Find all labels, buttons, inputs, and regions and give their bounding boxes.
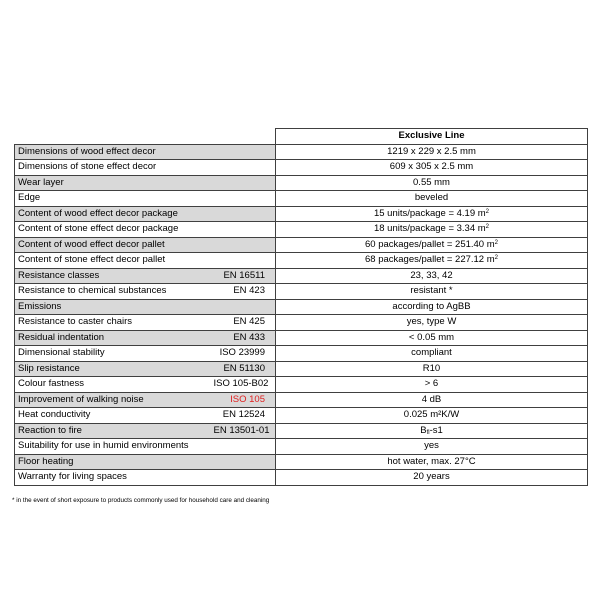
row-standard xyxy=(211,206,276,222)
row-value-text: 20 years xyxy=(413,471,450,482)
row-value xyxy=(276,160,588,176)
table-row xyxy=(15,361,588,377)
row-standard: EN 12524 xyxy=(211,408,276,424)
table-row xyxy=(15,299,588,315)
table-row xyxy=(15,423,588,439)
row-value xyxy=(276,299,588,315)
row-label: Reaction to fire xyxy=(15,423,211,439)
row-label: Resistance classes xyxy=(15,268,211,284)
row-value-text: B xyxy=(420,424,427,436)
row-label: Residual indentation xyxy=(15,330,211,346)
spec-table-body xyxy=(15,129,588,486)
row-value xyxy=(276,470,588,486)
table-row xyxy=(15,284,588,300)
row-standard: ISO 23999 xyxy=(211,346,276,362)
row-value-text: 0.55 mm xyxy=(413,176,450,188)
table-row xyxy=(15,191,588,207)
row-value xyxy=(276,144,588,160)
row-value-superscript: 2 xyxy=(494,239,498,246)
row-standard: EN 51130 xyxy=(211,361,276,377)
table-row xyxy=(15,144,588,160)
row-value xyxy=(276,191,588,207)
row-value xyxy=(276,237,588,253)
table-row xyxy=(15,222,588,238)
row-value-suffix: -s1 xyxy=(429,424,443,436)
column-header-exclusive-line: Exclusive Line xyxy=(276,129,588,145)
table-row xyxy=(15,206,588,222)
row-value xyxy=(276,253,588,269)
row-value-text: > 6 xyxy=(424,378,439,389)
row-standard xyxy=(211,253,276,269)
row-value-text: R10 xyxy=(422,362,441,374)
table-header-row xyxy=(15,129,588,145)
table-row xyxy=(15,330,588,346)
row-label: Colour fastness xyxy=(15,377,211,393)
row-label: Improvement of walking noise xyxy=(15,392,211,408)
row-label: Content of stone effect decor pallet xyxy=(15,253,211,269)
row-standard xyxy=(211,144,276,160)
row-value-superscript: 2 xyxy=(485,208,490,215)
row-standard: ISO 105-B02 xyxy=(211,377,276,393)
row-value-text: yes, type W xyxy=(406,316,457,327)
table-row xyxy=(15,392,588,408)
table-row xyxy=(15,253,588,269)
row-value-subscript: fl xyxy=(426,429,430,436)
row-value xyxy=(276,392,588,408)
row-value xyxy=(276,346,588,362)
row-value xyxy=(276,175,588,191)
row-standard: ISO 105 xyxy=(211,392,276,408)
row-value-text: beveled xyxy=(414,192,449,203)
row-label: Dimensional stability xyxy=(15,346,211,362)
row-label: Wear layer xyxy=(15,175,211,191)
row-label: Warranty for living spaces xyxy=(15,470,211,486)
table-row xyxy=(15,408,588,424)
row-value xyxy=(276,284,588,300)
row-standard xyxy=(211,237,276,253)
table-row xyxy=(15,346,588,362)
row-standard: EN 16511 xyxy=(211,268,276,284)
row-value-superscript: 2 xyxy=(494,255,498,261)
row-value xyxy=(276,439,588,455)
row-value xyxy=(276,361,588,377)
row-standard xyxy=(211,160,276,176)
row-label: Content of wood effect decor pallet xyxy=(15,237,211,253)
row-value-text: 4 dB xyxy=(421,393,442,405)
row-value-text: 18 units/package = 3.34 m xyxy=(373,223,486,234)
row-value-text: resistant * xyxy=(410,285,453,296)
row-value-superscript: 2 xyxy=(485,224,490,230)
row-value-text: hot water, max. 27°C xyxy=(387,455,476,467)
row-standard xyxy=(211,454,276,470)
row-value-text: 1219 x 229 x 2.5 mm xyxy=(387,145,476,157)
row-value xyxy=(276,206,588,222)
row-standard xyxy=(211,299,276,315)
row-standard xyxy=(211,470,276,486)
row-label: Suitability for use in humid environments xyxy=(15,439,211,455)
row-value xyxy=(276,454,588,470)
row-standard: EN 423 xyxy=(211,284,276,300)
row-label: Content of stone effect decor package xyxy=(15,222,211,238)
row-label: Edge xyxy=(15,191,211,207)
row-value xyxy=(276,222,588,238)
row-value xyxy=(276,268,588,284)
row-label: Emissions xyxy=(15,299,211,315)
table-row xyxy=(15,160,588,176)
row-value-text: 60 packages/pallet = 251.40 m xyxy=(364,238,495,250)
row-value-text: 68 packages/pallet = 227.12 m xyxy=(364,254,495,265)
row-value xyxy=(276,377,588,393)
row-label: Resistance to chemical substances xyxy=(15,284,211,300)
row-label: Slip resistance xyxy=(15,361,211,377)
row-value-text: < 0.05 mm xyxy=(408,331,455,343)
table-row xyxy=(15,315,588,331)
row-standard xyxy=(211,222,276,238)
row-label: Resistance to caster chairs xyxy=(15,315,211,331)
row-value-text: compliant xyxy=(411,347,452,358)
table-row xyxy=(15,175,588,191)
spec-table xyxy=(14,128,588,486)
row-label: Dimensions of stone effect decor xyxy=(15,160,211,176)
row-value-text: 609 x 305 x 2.5 mm xyxy=(389,161,474,172)
table-row xyxy=(15,268,588,284)
table-row xyxy=(15,470,588,486)
row-label: Content of wood effect decor package xyxy=(15,206,211,222)
row-standard: EN 425 xyxy=(211,315,276,331)
table-row xyxy=(15,454,588,470)
row-value-text: 23, 33, 42 xyxy=(410,269,453,281)
table-row xyxy=(15,377,588,393)
row-value-text: 0.025 m²K/W xyxy=(403,409,460,420)
row-label: Heat conductivity xyxy=(15,408,211,424)
row-label: Dimensions of wood effect decor xyxy=(15,144,211,160)
table-row xyxy=(15,439,588,455)
row-value xyxy=(276,330,588,346)
row-value xyxy=(276,408,588,424)
table-row xyxy=(15,237,588,253)
footnote: * in the event of short exposure to products commonly used for household care and cleaning xyxy=(12,497,270,504)
header-blank-cell xyxy=(15,129,276,145)
row-standard xyxy=(211,175,276,191)
row-value xyxy=(276,423,588,439)
row-value xyxy=(276,315,588,331)
row-standard: EN 13501-01 xyxy=(211,423,276,439)
row-value-text: yes xyxy=(424,440,439,451)
row-label: Floor heating xyxy=(15,454,211,470)
row-standard xyxy=(211,439,276,455)
row-value-text: 15 units/package = 4.19 m xyxy=(373,207,486,219)
row-standard: EN 433 xyxy=(211,330,276,346)
row-standard xyxy=(211,191,276,207)
specification-sheet xyxy=(14,128,587,486)
row-value-text: according to AgBB xyxy=(392,300,471,312)
